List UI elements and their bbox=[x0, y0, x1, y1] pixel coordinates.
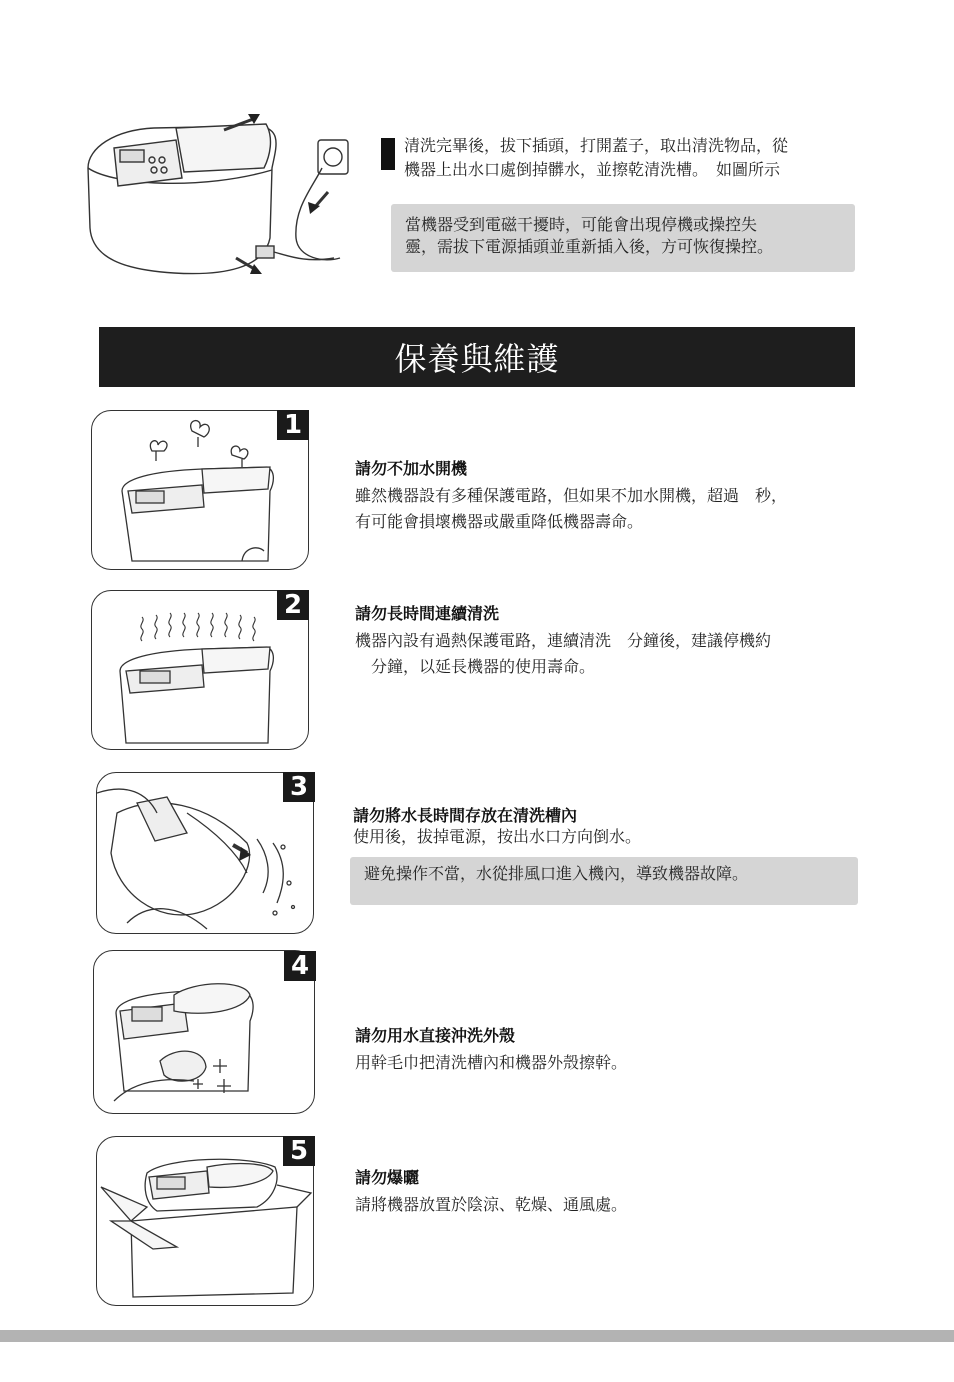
item-4-body: 用幹毛巾把清洗槽內和機器外殼擦幹。 bbox=[355, 1053, 628, 1072]
footer-bar bbox=[0, 1330, 954, 1342]
item-5-body: 請將機器放置於陰涼、乾燥、通風處。 bbox=[355, 1195, 628, 1214]
pour-water-illustration bbox=[97, 773, 314, 934]
step-2-number: 2 bbox=[277, 590, 309, 620]
item-3-title: 請勿將水長時間存放在清洗槽內 bbox=[353, 806, 578, 825]
step-3-illustration bbox=[96, 772, 314, 934]
item-1-body bbox=[355, 483, 855, 535]
item-1-title: 請勿不加水開機 bbox=[355, 459, 468, 478]
item-1-line-2: 有可能會損壞機器或嚴重降低機器壽命。 bbox=[355, 512, 644, 531]
intro-line-2: 機器上出水口處倒掉髒水，並擦乾清洗槽。 如圖所示 bbox=[404, 160, 781, 179]
item-2-line-1: 機器內設有過熱保護電路，連續清洗 分鐘後，建議停機約 bbox=[355, 631, 772, 650]
item-1-line-1: 雖然機器設有多種保護電路，但如果不加水開機，超過 秒， bbox=[355, 486, 788, 505]
warning-line-1: 當機器受到電磁干擾時，可能會出現停機或操控失 bbox=[405, 215, 758, 234]
step-3-number: 3 bbox=[283, 772, 315, 802]
step-5-number: 5 bbox=[283, 1136, 315, 1166]
intro-text bbox=[404, 134, 854, 182]
step-4-number: 4 bbox=[284, 951, 316, 981]
ultrasonic-cleaner-unplug-illustration bbox=[84, 108, 364, 286]
intro-line-1: 清洗完畢後，拔下插頭，打開蓋子，取出清洗物品，從 bbox=[404, 136, 789, 155]
item-5-title: 請勿爆曬 bbox=[355, 1168, 420, 1187]
wipe-towel-illustration bbox=[94, 951, 315, 1114]
item-4-title: 請勿用水直接沖洗外殼 bbox=[355, 1026, 516, 1045]
step-5-illustration bbox=[96, 1136, 314, 1306]
item-3-body: 使用後，拔掉電源，按出水口方向倒水。 bbox=[353, 827, 642, 846]
item-2-line-2: 分鐘，以延長機器的使用壽命。 bbox=[355, 657, 596, 676]
section-title: 保養與維護 bbox=[99, 327, 855, 387]
warning-line-2: 靈，需拔下電源插頭並重新插入後，方可恢復操控。 bbox=[405, 237, 774, 256]
step-4-illustration bbox=[93, 950, 315, 1114]
step-1-number: 1 bbox=[277, 410, 309, 440]
item-2-title: 請勿長時間連續清洗 bbox=[355, 604, 500, 623]
boxed-storage-illustration bbox=[97, 1137, 314, 1306]
item-2-body bbox=[355, 628, 855, 680]
note-marker bbox=[381, 138, 395, 170]
interference-warning-box bbox=[391, 204, 855, 272]
water-warning-box: 避免操作不當，水從排風口進入機內，導致機器故障。 bbox=[350, 857, 858, 905]
